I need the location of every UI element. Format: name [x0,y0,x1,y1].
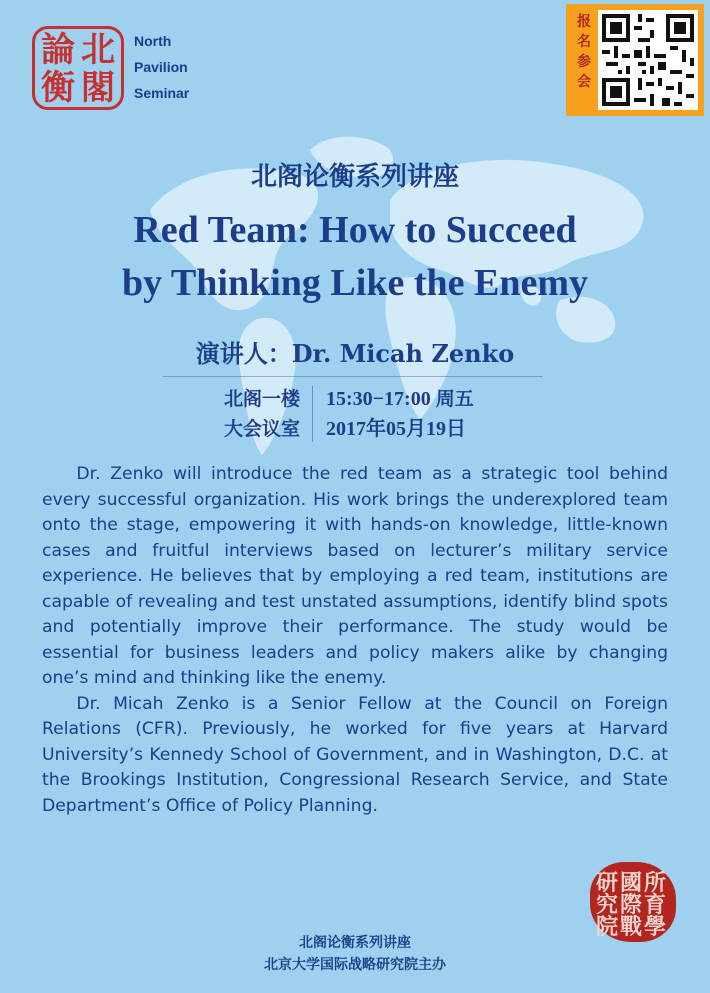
seal-glyph: 閣 [81,68,115,108]
seal-glyph: 際 [620,892,643,918]
footer-line: 北阁论衡系列讲座 [299,935,411,951]
lecture-description [42,462,668,819]
lecture-title-line: Red Team: How to Succeed [133,209,577,251]
north-pavilion-seal [32,26,124,110]
seal-glyph: 衡 [41,68,75,108]
seminar-logo-text [134,28,189,106]
venue-line: 北阁一楼 [223,388,300,410]
footer [0,932,710,976]
description-paragraph: Dr. Zenko will introduce the red team as a strategic tool behind every successful organization. His work brings the underexplored team onto the stage, empowering it with hands-on knowledge, little-known cases and fruitful interviews based on lecturer’s military service experience. He believes that by employing a red team, institutions are capable of revealing and test unstated assumptions, identify blind spots and potentially improve their performance. The study would be essential for business leaders and policy makers alike by changing one’s mind and thinking like the enemy. [42,464,668,688]
logo-line: Seminar [134,85,190,101]
event-date: 2017年05月19日 [326,418,466,440]
speaker-line: 演讲人：Dr. Micah Zenko [195,339,515,368]
event-weekday: 周五 [435,388,474,410]
logo-line: Pavilion [134,59,188,75]
seal-glyph: 戰 [620,914,643,940]
seal-glyph: 院 [596,914,619,940]
seal-glyph: 學 [644,914,667,940]
series-title: 北阁论衡系列讲座 [250,162,459,192]
schedule [326,384,586,444]
registration-qr-code[interactable] [598,10,698,110]
seal-glyph: 北 [81,30,115,70]
divider [163,376,543,377]
seal-glyph: 究 [596,892,619,918]
description-paragraph: Dr. Micah Zenko is a Senior Fellow at the Council on Foreign Relations (CFR). Previously, he worked for five years at Harvard University’s Kennedy School of Government, and in Washington, D.C. at the Brookings Institution, Congressional Research Service, and State Department’s Office of Policy Planning. [42,693,668,816]
logo-line: North [134,33,172,49]
footer-line: 北京大学国际战略研究院主办 [264,957,446,973]
seal-glyph: 論 [41,30,75,70]
seal-glyph: 研 [596,870,619,896]
venue-line: 大会议室 [223,418,300,440]
registration-char: 会 [577,74,591,90]
seal-glyph: 所 [644,870,667,896]
institute-seal [590,862,676,942]
venue [200,384,300,444]
venue-time-divider [312,386,313,442]
seal-glyph: 育 [644,892,667,918]
registration-label [574,12,594,92]
lecture-title [0,204,710,310]
event-time: 15:30−17:00 [326,388,431,410]
registration-char: 报 [577,14,591,30]
registration-char: 名 [577,34,591,50]
seal-glyph: 國 [620,870,643,896]
lecture-title-line: by Thinking Like the Enemy [121,262,588,304]
registration-char: 参 [577,54,591,70]
